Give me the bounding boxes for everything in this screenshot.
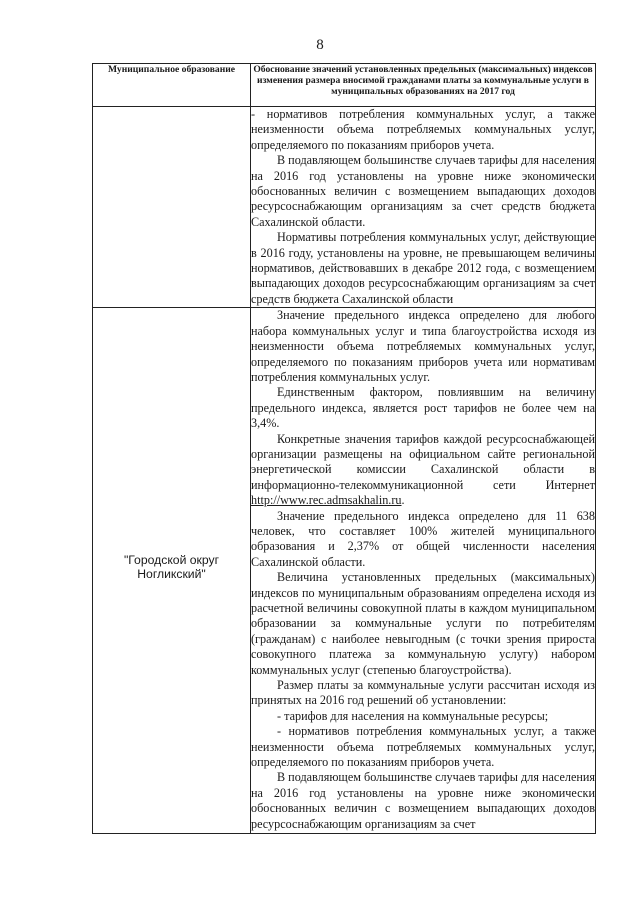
paragraph: - нормативов потребления коммунальных услуг, а также неизменности объема потребляемых коммунальных услуг, определяемого по показаниям приборов учета. bbox=[251, 107, 595, 152]
municipality-cell bbox=[93, 308, 251, 834]
paragraph: В подавляющем большинстве случаев тарифы для населения на 2016 год установлены на уровне ниже экономически обоснованных величин с возмещением выпадающих доходов ресурсоснабжающим организациям за счет средств бюджета Сахалинской области. bbox=[251, 153, 596, 229]
justification-cell bbox=[251, 308, 596, 834]
table-row bbox=[93, 308, 596, 834]
page-number: 8 bbox=[316, 37, 324, 53]
link-period: . bbox=[401, 493, 405, 508]
municipality-name: "Городской округ Ногликский" bbox=[123, 553, 220, 582]
paragraph: - тарифов для населения на коммунальные ресурсы; bbox=[277, 708, 549, 723]
paragraph bbox=[251, 432, 595, 509]
paragraph: Нормативы потребления коммунальных услуг, действующие в 2016 году, установлены на уровне, не превышающем величины нормативов, действовавших в декабре 2012 года, с возмещением выпадающих доходов ресурсоснабжающим организациям за счет средств бюджета Сахалинской области bbox=[251, 230, 595, 306]
paragraph: Размер платы за коммунальные услуги рассчитан исходя из принятых на 2016 год решений об установлении: bbox=[251, 678, 595, 708]
paragraph: Значение предельного индекса определено для 11 638 человек, что составляет 100% жителей муниципального образования и 2,37% от общей численности населения Сахалинской области. bbox=[251, 508, 595, 569]
paragraph: Величина установленных предельных (максимальных) индексов по муниципальным образованиям определена исходя из расчетной величины совокупной платы в каждом муниципальном образовании за коммунальные услуги по потребителям (гражданам) с наиболее невыгодным (с точки зрения прироста совокупного платежа за коммунальную услугу) набором коммунальных услуг (степенью благоустройства). bbox=[251, 570, 595, 677]
header-municipality: Муниципальное образование bbox=[93, 64, 251, 107]
paragraph-text: Конкретные значения тарифов каждой ресурсоснабжающей организации размещены на официальном сайте региональной энергетической комиссии Сахалинской области в информационно-телекоммуникационной сети Интернет bbox=[251, 431, 595, 492]
paragraph: - нормативов потребления коммунальных услуг, а также неизменности объема потребляемых коммунальных услуг, определяемого по показаниям приборов учета. bbox=[251, 724, 595, 770]
justification-cell bbox=[251, 107, 596, 308]
paragraph: В подавляющем большинстве случаев тарифы для населения на 2016 год установлены на уровне ниже экономически обоснованных величин с возмещением выпадающих доходов ресурсоснабжающим организациям за счет bbox=[251, 770, 596, 831]
paragraph: Единственным фактором, повлиявшим на величину предельного индекса, является рост тарифов не более чем на 3,4%. bbox=[251, 385, 595, 431]
paragraph: Значение предельного индекса определено для любого набора коммунальных услуг и типа благоустройства исходя из неизменности объема потребляемых коммунальных услуг, определяемого по показаниям приборов учета или нормативам потребления коммунальных услуг. bbox=[251, 308, 595, 384]
header-justification: Обоснование значений установленных предельных (максимальных) индексов изменения размера вносимой гражданами платы за коммунальные услуги в муниципальных образованиях на 2017 год bbox=[251, 64, 596, 107]
website-link[interactable]: http://www.rec.admsakhalin.ru bbox=[251, 493, 402, 508]
table-row bbox=[93, 107, 596, 308]
table-header-row bbox=[93, 64, 596, 107]
municipality-cell-empty bbox=[93, 107, 251, 308]
justification-table bbox=[92, 63, 596, 834]
